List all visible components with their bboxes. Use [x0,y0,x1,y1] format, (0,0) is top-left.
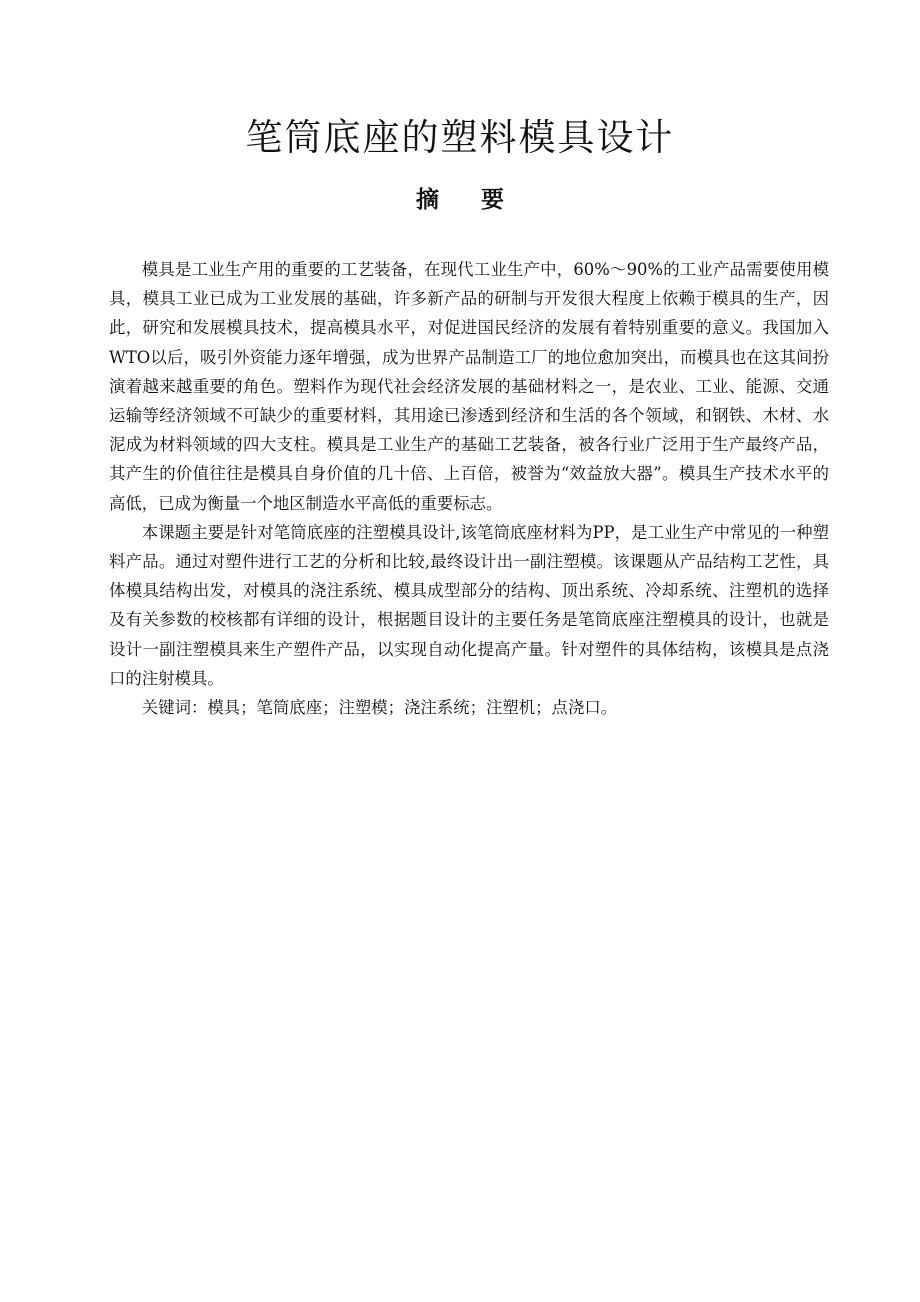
abstract-heading-char-1: 摘 [416,187,439,213]
abstract-body [109,255,829,722]
abstract-heading-char-2: 要 [481,187,504,213]
abstract-paragraph-2: 本课题主要是针对笔筒底座的注塑模具设计,该笔筒底座材料为PP，是工业生产中常见的一种塑料产品。通过对塑件进行工艺的分析和比较,最终设计出一副注塑模。该课题从产品结构工艺性，具体模具结构出发，对模具的浇注系统、模具成型部分的结构、顶出系统、冷却系统、注塑机的选择及有关参数的校核都有详细的设计，根据题目设计的主要任务是笔筒底座注塑模具的设计，也就是设计一副注塑模具来生产塑件产品，以实现自动化提高产量。针对塑件的具体结构，该模具是点浇口的注射模具。 [109,522,829,688]
document-title: 笔筒底座的塑料模具设计 [245,116,675,159]
abstract-heading [0,180,920,220]
abstract-paragraph-1: 模具是工业生产用的重要的工艺装备，在现代工业生产中，60%～90%的工业产品需要使用模具，模具工业已成为工业发展的基础，许多新产品的研制与开发很大程度上依赖于模具的生产，因此，研究和发展模具技术，提高模具水平，对促进国民经济的发展有着特别重要的意义。我国加入WTO以后，吸引外资能力逐年增强，成为世界产品制造工厂的地位愈加突出，而模具也在这其间扮演着越来越重要的角色。塑料作为现代社会经济发展的基础材料之一，是农业、工业、能源、交通运输等经济领域不可缺少的重要材料，其用途已渗透到经济和生活的各个领域，和钢铁、木材、水泥成为材料领域的四大支柱。模具是工业生产的基础工艺装备，被各行业广泛用于生产最终产品，其产生的价值往往是模具自身价值的几十倍、上百倍，被誉为“效益放大器”。模具生产技术水平的高低，已成为衡量一个地区制造水平高低的重要标志。 [109,260,829,513]
keywords-line: 关键词：模具；笔筒底座；注塑模；浇注系统；注塑机；点浇口。 [141,698,618,718]
